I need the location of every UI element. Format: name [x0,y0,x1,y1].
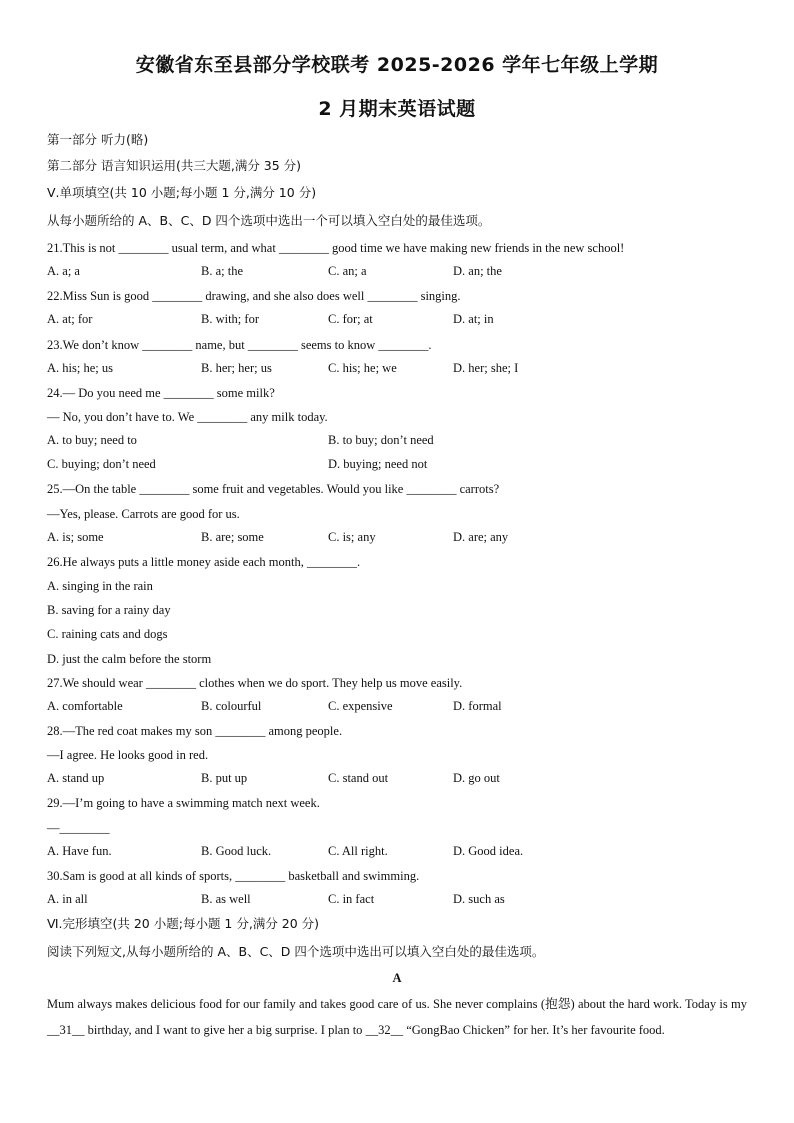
option-c: C. buying; don’t need [47,457,156,471]
option-b: B. with; for [201,312,259,326]
question-29-reply: —________ [47,821,110,835]
option-d: D. Good idea. [453,844,524,858]
question-26-option-c: C. raining cats and dogs [47,627,168,641]
option-b: B. to buy; don’t need [328,433,434,447]
question-25-reply: —Yes, please. Carrots are good for us. [47,507,240,521]
option-d: D. go out [453,771,500,785]
question-21-options [47,264,747,280]
question-24: 24.— Do you need me ________ some milk? [47,386,275,400]
option-b: B. Good luck. [201,844,272,858]
question-26-option-a: A. singing in the rain [47,579,153,593]
section6-heading: Ⅵ.完形填空(共 20 小题;每小题 1 分,满分 20 分) [47,916,320,931]
section5-heading: Ⅴ.单项填空(共 10 小题;每小题 1 分,满分 10 分) [47,185,317,200]
option-d: D. are; any [453,530,509,544]
question-23: 23.We don’t know ________ name, but ________ seems to know ________. [47,338,432,352]
title-line-1: 安徽省东至县部分学校联考 2025-2026 学年七年级上学期 [135,54,659,76]
passage-text-1: Mum always makes delicious food for our family and takes good care of us. She never complains (抱怨) about the hard work. Today is my [47,997,747,1011]
option-c: C. his; he; we [328,361,397,375]
option-d: D. formal [453,699,502,713]
option-c: C. in fact [328,892,375,906]
question-24-reply: — No, you don’t have to. We ________ any milk today. [47,410,328,424]
question-28-reply: —I agree. He looks good in red. [47,748,209,762]
option-d: D. such as [453,892,505,906]
question-24-options-row1 [47,433,747,449]
option-a: A. Have fun. [47,844,112,858]
option-d: D. buying; need not [328,457,428,471]
question-27: 27.We should wear ________ clothes when we do sport. They help us move easily. [47,676,463,690]
question-22-options [47,312,747,328]
part2-heading: 第二部分 语言知识运用(共三大题,满分 35 分) [47,158,302,173]
section5-instruction: 从每小题所给的 A、B、C、D 四个选项中选出一个可以填入空白处的最佳选项。 [47,213,491,228]
question-28: 28.—The red coat makes my son ________ among people. [47,724,343,738]
option-d: D. an; the [453,264,502,278]
question-25-options [47,530,747,546]
question-26-option-b: B. saving for a rainy day [47,603,171,617]
option-c: C. expensive [328,699,393,713]
question-25: 25.—On the table ________ some fruit and vegetables. Would you like ________ carrots? [47,482,500,496]
blank-31: __31__ [47,1023,85,1037]
option-a: A. stand up [47,771,105,785]
option-c: C. is; any [328,530,376,544]
option-a: A. at; for [47,312,93,326]
question-26: 26.He always puts a little money aside each month, ________. [47,555,361,569]
section6-instruction: 阅读下列短文,从每小题所给的 A、B、C、D 四个选项中选出可以填入空白处的最佳选项。 [47,944,545,959]
option-a: A. a; a [47,264,80,278]
passage-a [47,991,747,1043]
question-23-options [47,361,747,377]
option-d: D. her; she; I [453,361,519,375]
question-24-options-row2 [47,457,747,473]
option-c: C. for; at [328,312,373,326]
option-c: C. an; a [328,264,367,278]
option-a: A. comfortable [47,699,123,713]
option-a: A. to buy; need to [47,433,137,447]
option-b: B. colourful [201,699,262,713]
title-line-2: 2 月期末英语试题 [318,98,476,120]
question-28-options [47,771,747,787]
question-30: 30.Sam is good at all kinds of sports, ________ basketball and swimming. [47,869,420,883]
passage-text-3: “GongBao Chicken” for her. It’s her favourite food. [403,1023,665,1037]
option-a: A. his; he; us [47,361,113,375]
passage-text-2: birthday, and I want to give her a big surprise. I plan to [84,1023,366,1037]
question-29-options [47,844,747,860]
option-c: C. stand out [328,771,389,785]
option-a: A. in all [47,892,88,906]
question-22: 22.Miss Sun is good ________ drawing, and she also does well ________ singing. [47,289,461,303]
question-27-options [47,699,747,715]
question-26-option-d: D. just the calm before the storm [47,652,212,666]
question-21: 21.This is not ________ usual term, and what ________ good time we have making new friends in the new school! [47,241,625,255]
question-30-options [47,892,747,908]
part1-heading: 第一部分 听力(略) [47,132,149,147]
passage-label: A [392,971,402,985]
option-c: C. All right. [328,844,388,858]
option-d: D. at; in [453,312,494,326]
option-b: B. are; some [201,530,264,544]
option-b: B. her; her; us [201,361,272,375]
option-b: B. put up [201,771,248,785]
option-a: A. is; some [47,530,104,544]
blank-32: __32__ [365,1023,404,1037]
question-29: 29.—I’m going to have a swimming match next week. [47,796,320,810]
option-b: B. a; the [201,264,244,278]
option-b: B. as well [201,892,251,906]
